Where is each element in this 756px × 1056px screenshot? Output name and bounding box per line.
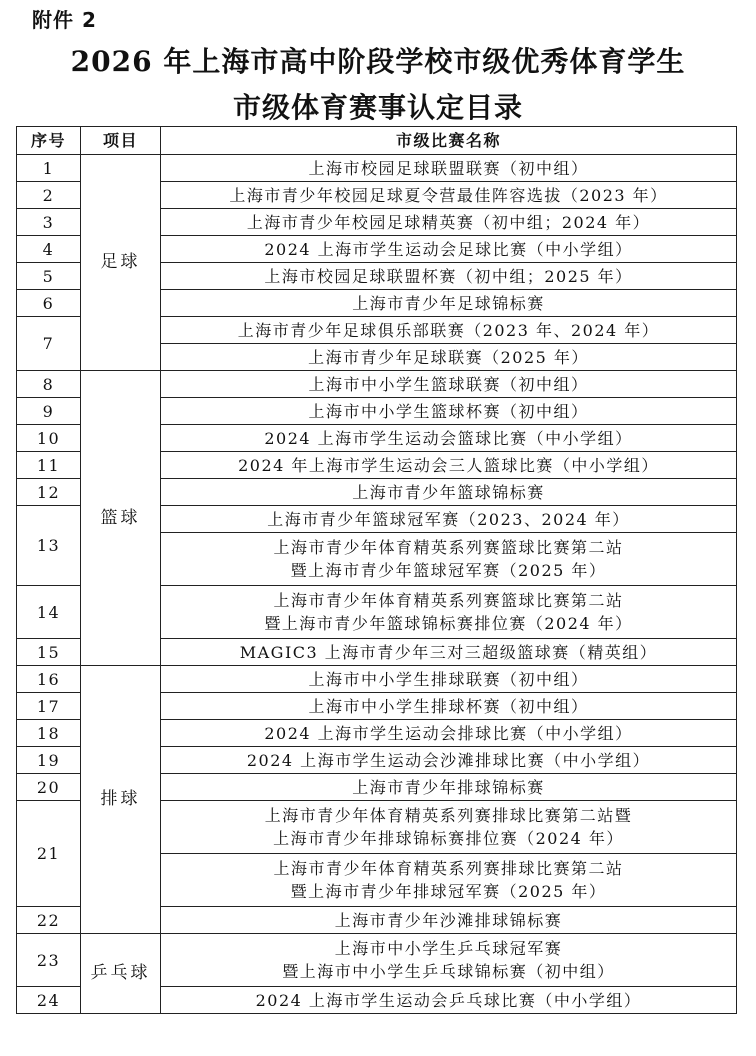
row-number: 9 xyxy=(17,398,81,425)
row-number: 24 xyxy=(17,987,81,1014)
event-name xyxy=(161,586,737,639)
event-name: 上海市青少年沙滩排球锦标赛 xyxy=(161,907,737,934)
event-name xyxy=(161,801,737,854)
event-name: 上海市青少年排球锦标赛 xyxy=(161,774,737,801)
row-number: 3 xyxy=(17,209,81,236)
event-name-line: 上海市青少年体育精英系列赛排球比赛第二站暨 xyxy=(264,806,633,825)
event-name: 上海市校园足球联盟杯赛（初中组；2025 年） xyxy=(161,263,737,290)
row-number: 14 xyxy=(17,586,81,639)
event-name-line: 暨上海市青少年篮球锦标赛排位赛（2024 年） xyxy=(264,614,633,633)
row-number: 10 xyxy=(17,425,81,452)
row-number: 16 xyxy=(17,666,81,693)
event-name: MAGIC3 上海市青少年三对三超级篮球赛（精英组） xyxy=(161,639,737,666)
event-name: 2024 上海市学生运动会篮球比赛（中小学组） xyxy=(161,425,737,452)
row-number: 4 xyxy=(17,236,81,263)
event-name: 2024 上海市学生运动会足球比赛（中小学组） xyxy=(161,236,737,263)
event-name: 2024 上海市学生运动会沙滩排球比赛（中小学组） xyxy=(161,747,737,774)
event-name: 上海市中小学生篮球杯赛（初中组） xyxy=(161,398,737,425)
row-number: 20 xyxy=(17,774,81,801)
row-number: 6 xyxy=(17,290,81,317)
category-football: 足球 xyxy=(81,155,161,371)
column-header-sport: 项目 xyxy=(81,127,161,155)
row-number: 15 xyxy=(17,639,81,666)
row-number: 12 xyxy=(17,479,81,506)
event-name xyxy=(161,854,737,907)
event-name-line: 上海市青少年体育精英系列赛排球比赛第二站 xyxy=(273,859,624,878)
table-row xyxy=(17,666,737,693)
event-name: 2024 上海市学生运动会乒乓球比赛（中小学组） xyxy=(161,987,737,1014)
event-name: 上海市中小学生排球联赛（初中组） xyxy=(161,666,737,693)
event-name: 2024 年上海市学生运动会三人篮球比赛（中小学组） xyxy=(161,452,737,479)
event-name: 2024 上海市学生运动会排球比赛（中小学组） xyxy=(161,720,737,747)
row-number: 13 xyxy=(17,506,81,586)
event-name: 上海市青少年足球锦标赛 xyxy=(161,290,737,317)
category-table-tennis: 乒乓球 xyxy=(81,934,161,1014)
column-header-event-name: 市级比赛名称 xyxy=(161,127,737,155)
row-number: 7 xyxy=(17,317,81,371)
row-number: 23 xyxy=(17,934,81,987)
table-row xyxy=(17,155,737,182)
document-title-line2: 市级体育赛事认定目录 xyxy=(232,91,523,124)
event-name: 上海市青少年足球俱乐部联赛（2023 年、2024 年） xyxy=(161,317,737,344)
row-number: 5 xyxy=(17,263,81,290)
event-name-line: 上海市青少年体育精英系列赛篮球比赛第二站 xyxy=(273,538,624,557)
event-name xyxy=(161,934,737,987)
row-number: 22 xyxy=(17,907,81,934)
row-number: 2 xyxy=(17,182,81,209)
event-name-line: 暨上海市青少年排球冠军赛（2025 年） xyxy=(290,882,607,901)
row-number: 11 xyxy=(17,452,81,479)
event-name: 上海市青少年校园足球夏令营最佳阵容选拔（2023 年） xyxy=(161,182,737,209)
row-number: 19 xyxy=(17,747,81,774)
event-name: 上海市青少年足球联赛（2025 年） xyxy=(161,344,737,371)
table-header-row xyxy=(17,127,737,155)
table-row xyxy=(17,371,737,398)
category-volleyball: 排球 xyxy=(81,666,161,934)
row-number: 1 xyxy=(17,155,81,182)
event-name-line: 暨上海市青少年篮球冠军赛（2025 年） xyxy=(290,561,607,580)
event-name-line: 上海市青少年排球锦标赛排位赛（2024 年） xyxy=(273,829,624,848)
event-name: 上海市校园足球联盟联赛（初中组） xyxy=(161,155,737,182)
row-number: 21 xyxy=(17,801,81,907)
event-name-line: 上海市中小学生乒乓球冠军赛 xyxy=(334,939,563,958)
column-header-index: 序号 xyxy=(17,127,81,155)
row-number: 8 xyxy=(17,371,81,398)
event-name: 上海市中小学生篮球联赛（初中组） xyxy=(161,371,737,398)
row-number: 17 xyxy=(17,693,81,720)
events-table xyxy=(16,126,737,1014)
event-name: 上海市中小学生排球杯赛（初中组） xyxy=(161,693,737,720)
document-title-line1: 2026 年上海市高中阶段学校市级优秀体育学生 xyxy=(70,45,686,78)
table-row xyxy=(17,934,737,987)
event-name xyxy=(161,533,737,586)
category-basketball: 篮球 xyxy=(81,371,161,666)
event-name-line: 暨上海市中小学生乒乓球锦标赛（初中组） xyxy=(282,962,615,981)
event-name: 上海市青少年篮球冠军赛（2023、2024 年） xyxy=(161,506,737,533)
event-name: 上海市青少年校园足球精英赛（初中组；2024 年） xyxy=(161,209,737,236)
event-name: 上海市青少年篮球锦标赛 xyxy=(161,479,737,506)
row-number: 18 xyxy=(17,720,81,747)
event-name-line: 上海市青少年体育精英系列赛篮球比赛第二站 xyxy=(273,591,624,610)
attachment-label: 附件 2 xyxy=(32,8,97,32)
